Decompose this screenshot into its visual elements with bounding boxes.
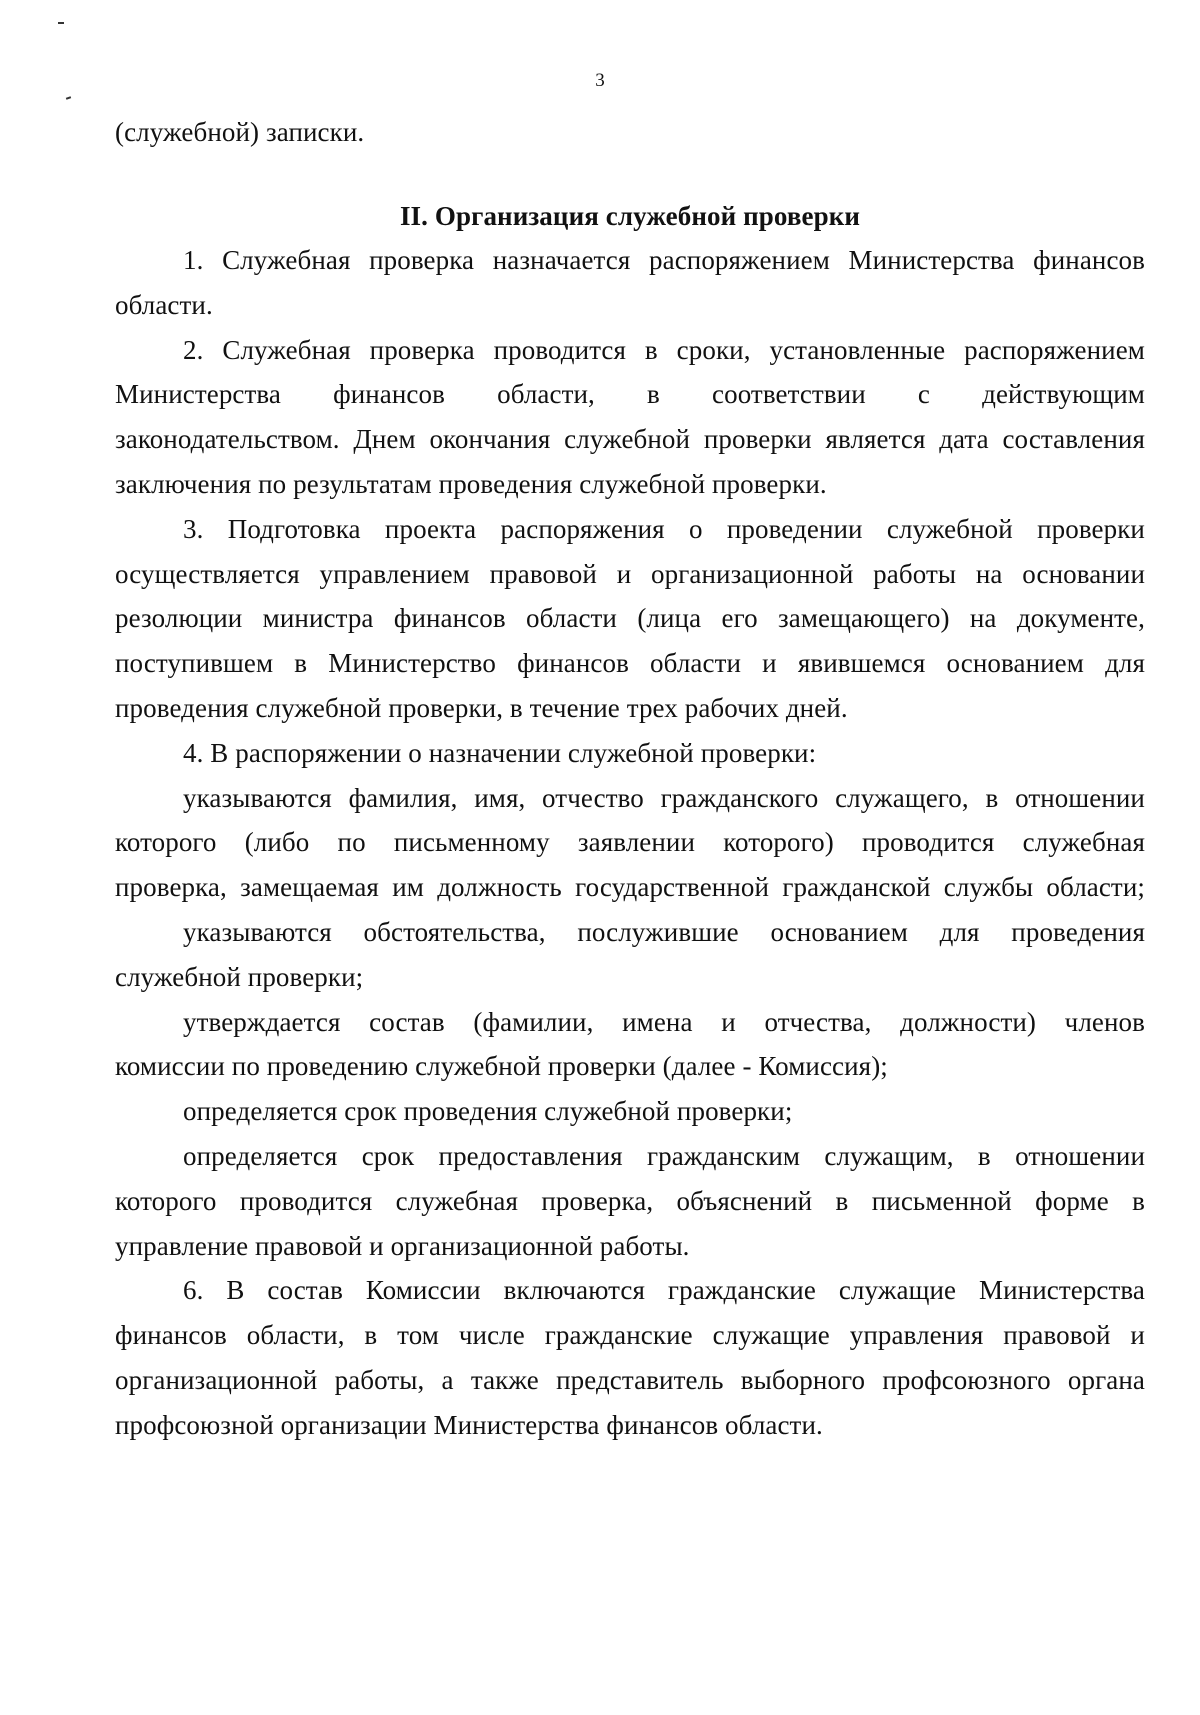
text-line: комиссии по проведению служебной проверки (далее - Комиссия);: [115, 1051, 888, 1082]
text-line: 4. В распоряжении о назначении служебной проверки:: [183, 737, 817, 768]
text-line: 1. Служебная проверка назначается распоряжением Министерства финансов: [183, 245, 1145, 275]
text-line: резолюции министра финансов области (лица его замещающего) на документе,: [115, 603, 1145, 634]
text-line: которого проводится служебная проверка, объяснений в письменной форме в: [115, 1185, 1145, 1216]
text-line: профсоюзной организации Министерства финансов области.: [115, 1409, 823, 1440]
section-heading: II. Организация служебной проверки: [399, 201, 861, 231]
page-number: 3: [595, 70, 605, 91]
text-line: организационной работы, а также представитель выборного профсоюзного органа: [115, 1364, 1145, 1395]
text-line: финансов области, в том числе гражданские служащие управления правовой и: [115, 1320, 1145, 1351]
section-heading-block: [115, 192, 1145, 240]
text-line: области.: [115, 289, 213, 320]
continuation-line: (служебной) записки.: [115, 117, 365, 147]
text-line: проведения служебной проверки, в течение трех рабочих дней.: [115, 692, 848, 723]
text-line: 6. В состав Комиссии включаются гражданские служащие Министерства: [183, 1275, 1145, 1306]
text-line: Министерства финансов области, в соответствии с действующим: [115, 379, 1145, 410]
text-line: служебной проверки;: [115, 961, 364, 992]
text-line: управление правовой и организационной работы.: [115, 1230, 690, 1261]
text-line: 3. Подготовка проекта распоряжения о проведении служебной проверки: [183, 513, 1145, 544]
text-line: которого (либо по письменному заявлении которого) проводится служебная: [115, 827, 1145, 858]
text-line: определяется срок предоставления гражданским служащим, в отношении: [183, 1140, 1145, 1171]
scan-artifact-mark: [66, 96, 71, 100]
document-body: [115, 238, 1145, 1448]
text-line: указываются фамилия, имя, отчество гражданского служащего, в отношении: [183, 782, 1145, 813]
continuation-block: [115, 108, 1145, 156]
text-line: указываются обстоятельства, послужившие основанием для проведения: [183, 916, 1145, 947]
text-line: заключения по результатам проведения служебной проверки.: [115, 468, 827, 499]
text-line: 2. Служебная проверка проводится в сроки, установленные распоряжением: [183, 334, 1145, 365]
text-line: проверка, замещаемая им должность государственной гражданской службы области;: [115, 872, 1145, 903]
scan-artifact-mark: [58, 22, 64, 24]
text-line: поступившем в Министерство финансов области и явившемся основанием для: [115, 648, 1145, 679]
text-line: определяется срок проведения служебной проверки;: [183, 1096, 793, 1127]
text-line: законодательством. Днем окончания служебной проверки является дата составления: [115, 424, 1145, 455]
text-line: осуществляется управлением правовой и организационной работы на основании: [115, 558, 1145, 589]
text-line: утверждается состав (фамилии, имена и отчества, должности) членов: [183, 1006, 1145, 1037]
